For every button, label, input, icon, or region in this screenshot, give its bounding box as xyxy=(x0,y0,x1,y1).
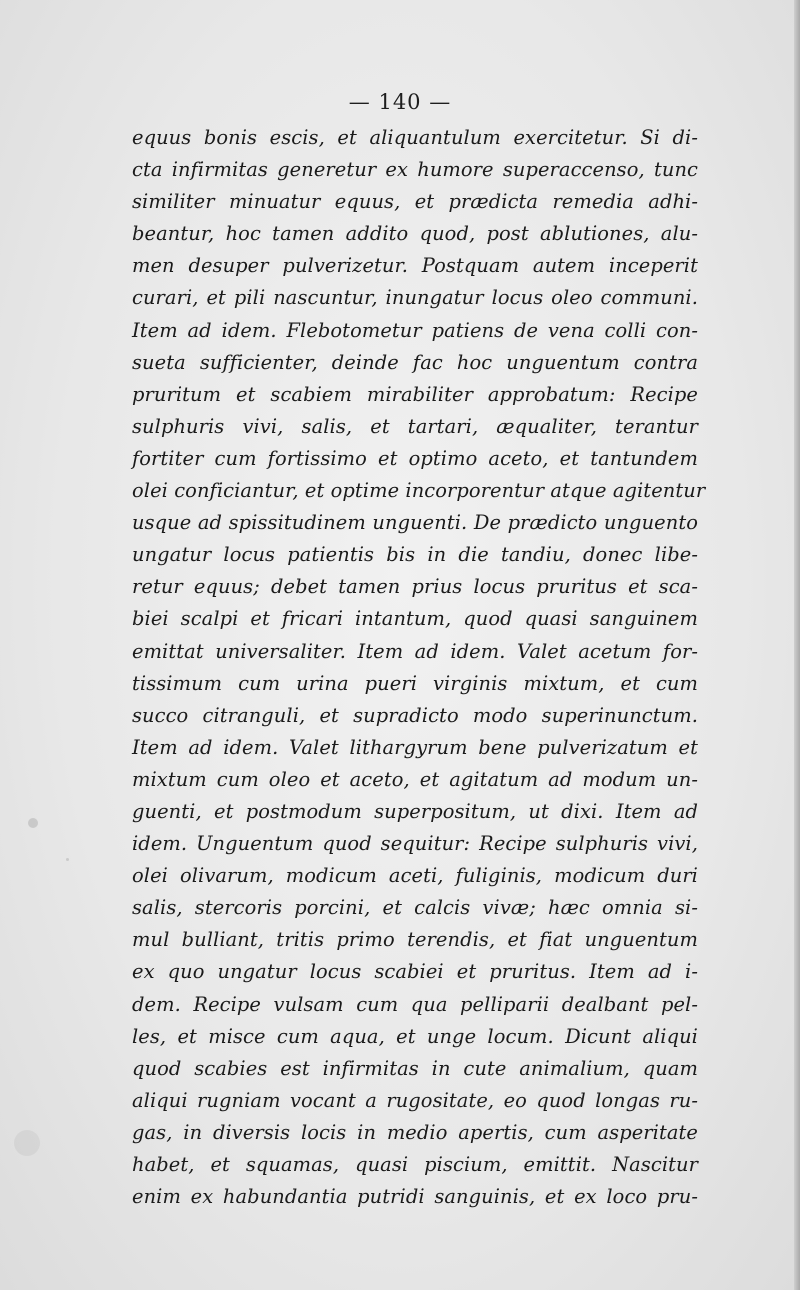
text-line: men desuper pulverizetur. Postquam autem inceperit xyxy=(132,254,698,278)
text-line: cta infirmitas generetur ex humore superaccenso, tunc xyxy=(132,158,698,182)
text-line: fortiter cum fortissimo et optimo aceto, et tantundem xyxy=(132,446,698,470)
text-line: mixtum cum oleo et aceto, et agitatum ad modum un- xyxy=(132,767,698,791)
text-line: similiter minuatur equus, et prædicta remedia adhi- xyxy=(132,190,698,214)
text-line: mul bulliant, tritis primo terendis, et fiat unguentum xyxy=(132,928,698,952)
text-line: sulphuris vivi, salis, et tartari, æqualiter, terantur xyxy=(132,414,698,438)
text-line: pruritum et scabiem mirabiliter approbatum: Recipe xyxy=(132,382,698,406)
text-line: olei olivarum, modicum aceti, fuliginis, modicum duri xyxy=(132,864,698,888)
text-line: emittat universaliter. Item ad idem. Valet acetum for- xyxy=(132,639,698,663)
text-line: les, et misce cum aqua, et unge locum. Dicunt aliqui xyxy=(132,1024,698,1048)
text-line: biei scalpi et fricari intantum, quod quasi sanguinem xyxy=(132,607,698,631)
text-line: quod scabies est infirmitas in cute animalium, quam xyxy=(132,1056,698,1080)
text-line: gas, in diversis locis in medio apertis, cum asperitate xyxy=(132,1120,698,1144)
text-line: idem. Unguentum quod sequitur: Recipe sulphuris vivi, xyxy=(132,832,698,856)
text-line: succo citranguli, et supradicto modo superinunctum. xyxy=(132,703,698,727)
text-line: enim ex habundantia putridi sanguinis, et ex loco pru- xyxy=(132,1185,698,1209)
text-line: retur equus; debet tamen prius locus pruritus et sca- xyxy=(132,575,698,599)
text-line: olei conficiantur, et optime incorporentur atque agitentur xyxy=(132,479,706,503)
text-line: ex quo ungatur locus scabiei et pruritus. Item ad i- xyxy=(132,960,698,984)
text-line: usque ad spissitudinem unguenti. De prædicto unguento xyxy=(132,511,698,535)
text-line: Item ad idem. Valet lithargyrum bene pulverizatum et xyxy=(132,735,698,759)
body-text xyxy=(132,122,706,1213)
page-edge-shadow xyxy=(794,0,800,1290)
text-line: equus bonis escis, et aliquantulum exercitetur. Si di- xyxy=(132,126,698,149)
paper-speck xyxy=(28,818,38,828)
paper-speck xyxy=(14,1130,40,1156)
text-line: Item ad idem. Flebotometur patiens de vena colli con- xyxy=(132,318,698,342)
page-number: — 140 — xyxy=(348,90,452,114)
text-line: curari, et pili nascuntur, inungatur locus oleo communi. xyxy=(132,286,698,310)
text-line: tissimum cum urina pueri virginis mixtum, et cum xyxy=(132,671,698,695)
text-line: ungatur locus patientis bis in die tandiu, donec libe- xyxy=(132,543,698,567)
text-line: salis, stercoris porcini, et calcis vivæ; hæc omnia si- xyxy=(132,896,698,920)
text-line: habet, et squamas, quasi piscium, emittit. Nascitur xyxy=(132,1153,698,1176)
paper-speck xyxy=(66,858,69,861)
text-line: beantur, hoc tamen addito quod, post ablutiones, alu- xyxy=(132,222,698,246)
text-line: aliqui rugniam vocant a rugositate, eo quod longas ru- xyxy=(132,1088,698,1112)
text-line: sueta sufficienter, deinde fac hoc unguentum contra xyxy=(132,350,698,374)
text-line: guenti, et postmodum superpositum, ut dixi. Item ad xyxy=(132,799,698,823)
text-line: dem. Recipe vulsam cum qua pelliparii dealbant pel- xyxy=(132,992,698,1016)
